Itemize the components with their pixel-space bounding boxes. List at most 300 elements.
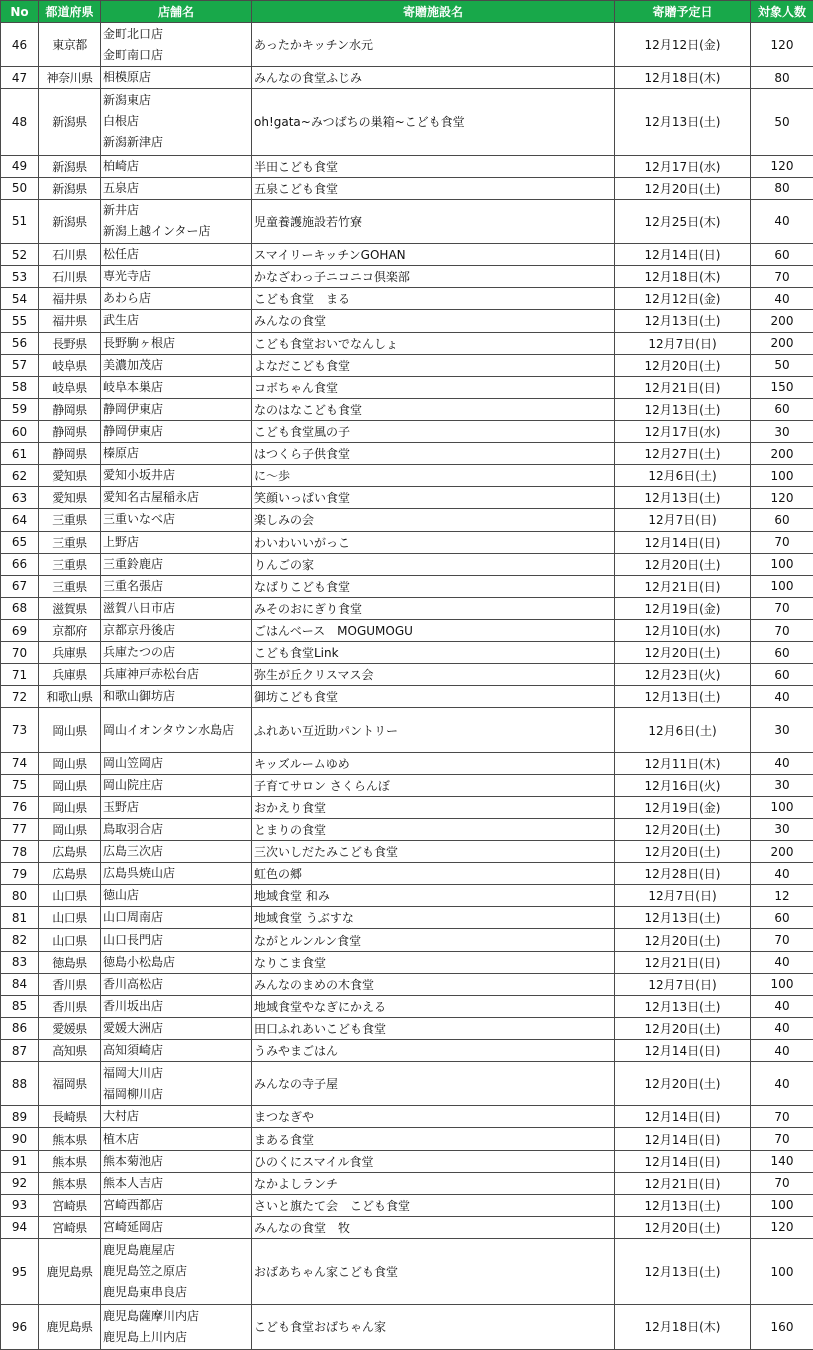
date-cell: 12月13日(土) bbox=[615, 907, 751, 929]
row-number: 78 bbox=[1, 841, 39, 863]
store-name: 美濃加茂店 bbox=[103, 357, 164, 372]
facility-cell: 地域食堂 和み bbox=[252, 885, 615, 907]
facility-cell: 児童養護施設若竹寮 bbox=[252, 199, 615, 243]
row-number: 62 bbox=[1, 465, 39, 487]
date-cell: 12月20日(土) bbox=[615, 1062, 751, 1106]
count-cell: 40 bbox=[751, 1040, 813, 1062]
facility-cell: スマイリーキッチンGOHAN bbox=[252, 244, 615, 266]
date-cell: 12月14日(日) bbox=[615, 1040, 751, 1062]
prefecture-cell: 神奈川県 bbox=[39, 67, 101, 89]
store-name: 岡山院庄店 bbox=[103, 777, 164, 792]
facility-cell: 子育てサロン さくらんぼ bbox=[252, 774, 615, 796]
row-number: 55 bbox=[1, 310, 39, 332]
facility-cell: かなざわっ子ニコニコ倶楽部 bbox=[252, 266, 615, 288]
prefecture-cell: 新潟県 bbox=[39, 199, 101, 243]
count-cell: 40 bbox=[751, 686, 813, 708]
facility-cell: 笑顔いっぱい食堂 bbox=[252, 487, 615, 509]
date-cell: 12月19日(金) bbox=[615, 597, 751, 619]
row-number: 80 bbox=[1, 885, 39, 907]
store-cell bbox=[101, 995, 252, 1017]
facility-cell: コボちゃん食堂 bbox=[252, 376, 615, 398]
store-cell bbox=[101, 575, 252, 597]
date-cell: 12月23日(火) bbox=[615, 664, 751, 686]
count-cell: 70 bbox=[751, 597, 813, 619]
table-row bbox=[1, 597, 813, 619]
store-name: 上野店 bbox=[103, 534, 140, 549]
table-row bbox=[1, 1040, 813, 1062]
date-cell: 12月13日(土) bbox=[615, 995, 751, 1017]
date-cell: 12月13日(土) bbox=[615, 1194, 751, 1216]
prefecture-cell: 香川県 bbox=[39, 995, 101, 1017]
row-number: 54 bbox=[1, 288, 39, 310]
facility-cell: なりこま食堂 bbox=[252, 951, 615, 973]
store-cell bbox=[101, 1062, 252, 1106]
count-cell: 100 bbox=[751, 1239, 813, 1305]
prefecture-cell: 福井県 bbox=[39, 310, 101, 332]
count-cell: 12 bbox=[751, 885, 813, 907]
date-cell: 12月14日(日) bbox=[615, 1150, 751, 1172]
facility-cell: わいわいいがっこ bbox=[252, 531, 615, 553]
row-number: 70 bbox=[1, 642, 39, 664]
table-row bbox=[1, 1017, 813, 1039]
row-number: 67 bbox=[1, 575, 39, 597]
table-row bbox=[1, 398, 813, 420]
row-number: 48 bbox=[1, 89, 39, 155]
row-number: 64 bbox=[1, 509, 39, 531]
count-cell: 70 bbox=[751, 1106, 813, 1128]
count-cell: 200 bbox=[751, 332, 813, 354]
count-cell: 120 bbox=[751, 23, 813, 67]
store-cell bbox=[101, 332, 252, 354]
row-number: 75 bbox=[1, 774, 39, 796]
store-name: 広島三次店 bbox=[103, 844, 164, 859]
prefecture-cell: 和歌山県 bbox=[39, 686, 101, 708]
prefecture-cell: 徳島県 bbox=[39, 951, 101, 973]
store-name: 鹿児島薩摩川内店 bbox=[103, 1308, 200, 1323]
table-row bbox=[1, 1172, 813, 1194]
count-cell: 100 bbox=[751, 1194, 813, 1216]
date-cell: 12月14日(日) bbox=[615, 531, 751, 553]
count-cell: 60 bbox=[751, 509, 813, 531]
date-cell: 12月13日(土) bbox=[615, 1239, 751, 1305]
row-number: 94 bbox=[1, 1216, 39, 1238]
store-name: 徳山店 bbox=[103, 888, 140, 903]
count-cell: 100 bbox=[751, 553, 813, 575]
facility-cell: 地域食堂やなぎにかえる bbox=[252, 995, 615, 1017]
store-name: 山口長門店 bbox=[103, 932, 164, 947]
prefecture-cell: 岡山県 bbox=[39, 796, 101, 818]
count-cell: 60 bbox=[751, 907, 813, 929]
count-cell: 40 bbox=[751, 1062, 813, 1106]
table-row bbox=[1, 929, 813, 951]
table-row bbox=[1, 642, 813, 664]
date-cell: 12月13日(土) bbox=[615, 310, 751, 332]
header-no: No bbox=[1, 1, 39, 23]
date-cell: 12月14日(日) bbox=[615, 1128, 751, 1150]
count-cell: 30 bbox=[751, 708, 813, 752]
table-row bbox=[1, 774, 813, 796]
facility-cell: おかえり食堂 bbox=[252, 796, 615, 818]
row-number: 76 bbox=[1, 796, 39, 818]
prefecture-cell: 静岡県 bbox=[39, 398, 101, 420]
store-name: 武生店 bbox=[103, 313, 140, 328]
store-name: 山口周南店 bbox=[103, 910, 164, 925]
facility-cell: に～歩 bbox=[252, 465, 615, 487]
store-cell bbox=[101, 288, 252, 310]
facility-cell: あったかキッチン水元 bbox=[252, 23, 615, 67]
date-cell: 12月7日(日) bbox=[615, 509, 751, 531]
store-name: 五泉店 bbox=[103, 180, 140, 195]
store-cell bbox=[101, 420, 252, 442]
store-name: 愛知名古屋稲永店 bbox=[103, 490, 200, 505]
store-name: 静岡伊東店 bbox=[103, 401, 164, 416]
table-row bbox=[1, 155, 813, 177]
date-cell: 12月13日(土) bbox=[615, 686, 751, 708]
store-name: 植木店 bbox=[103, 1131, 140, 1146]
table-row bbox=[1, 23, 813, 67]
facility-cell: なかよしランチ bbox=[252, 1172, 615, 1194]
store-cell bbox=[101, 752, 252, 774]
count-cell: 70 bbox=[751, 1172, 813, 1194]
facility-cell: おばあちゃん家こども食堂 bbox=[252, 1239, 615, 1305]
count-cell: 30 bbox=[751, 420, 813, 442]
store-name: 京都京丹後店 bbox=[103, 623, 176, 637]
facility-cell: 弥生が丘クリスマス会 bbox=[252, 664, 615, 686]
date-cell: 12月20日(土) bbox=[615, 818, 751, 840]
table-row bbox=[1, 177, 813, 199]
facility-cell: こども食堂風の子 bbox=[252, 420, 615, 442]
prefecture-cell: 福井県 bbox=[39, 288, 101, 310]
table-row bbox=[1, 863, 813, 885]
store-name: 三重名張店 bbox=[103, 578, 164, 593]
store-name: 岐阜本巣店 bbox=[103, 379, 164, 394]
prefecture-cell: 広島県 bbox=[39, 841, 101, 863]
table-row bbox=[1, 1062, 813, 1106]
table-row bbox=[1, 531, 813, 553]
store-cell bbox=[101, 1150, 252, 1172]
prefecture-cell: 山口県 bbox=[39, 929, 101, 951]
store-name: 宮崎延岡店 bbox=[103, 1219, 164, 1234]
row-number: 50 bbox=[1, 177, 39, 199]
count-cell: 100 bbox=[751, 465, 813, 487]
table-row bbox=[1, 553, 813, 575]
row-number: 93 bbox=[1, 1194, 39, 1216]
store-name: 三重いなべ店 bbox=[103, 512, 176, 527]
store-name: 鹿児島東串良店 bbox=[103, 1285, 188, 1300]
date-cell: 12月20日(土) bbox=[615, 177, 751, 199]
store-name: 福岡大川店 bbox=[103, 1065, 164, 1080]
prefecture-cell: 三重県 bbox=[39, 553, 101, 575]
store-name: 三重鈴鹿店 bbox=[103, 556, 164, 571]
table-row bbox=[1, 1194, 813, 1216]
prefecture-cell: 岡山県 bbox=[39, 708, 101, 752]
table-row bbox=[1, 973, 813, 995]
count-cell: 50 bbox=[751, 354, 813, 376]
store-cell bbox=[101, 23, 252, 67]
row-number: 83 bbox=[1, 951, 39, 973]
store-name: 兵庫たつの店 bbox=[103, 645, 176, 660]
prefecture-cell: 熊本県 bbox=[39, 1172, 101, 1194]
date-cell: 12月12日(金) bbox=[615, 288, 751, 310]
prefecture-cell: 岐阜県 bbox=[39, 354, 101, 376]
row-number: 96 bbox=[1, 1305, 39, 1349]
count-cell: 80 bbox=[751, 177, 813, 199]
date-cell: 12月12日(金) bbox=[615, 23, 751, 67]
table-row bbox=[1, 465, 813, 487]
store-cell bbox=[101, 1172, 252, 1194]
store-name: 愛媛大洲店 bbox=[103, 1020, 164, 1035]
row-number: 91 bbox=[1, 1150, 39, 1172]
date-cell: 12月7日(日) bbox=[615, 885, 751, 907]
facility-cell: はつくら子供食堂 bbox=[252, 443, 615, 465]
count-cell: 40 bbox=[751, 951, 813, 973]
date-cell: 12月18日(木) bbox=[615, 266, 751, 288]
count-cell: 40 bbox=[751, 199, 813, 243]
facility-cell: oh!gata~みつばちの巣箱~こども食堂 bbox=[252, 89, 615, 155]
row-number: 73 bbox=[1, 708, 39, 752]
store-cell bbox=[101, 1106, 252, 1128]
facility-cell: みんなの食堂 bbox=[252, 310, 615, 332]
count-cell: 30 bbox=[751, 774, 813, 796]
store-cell bbox=[101, 907, 252, 929]
prefecture-cell: 岐阜県 bbox=[39, 376, 101, 398]
table-row bbox=[1, 619, 813, 641]
count-cell: 40 bbox=[751, 288, 813, 310]
store-cell bbox=[101, 774, 252, 796]
store-cell bbox=[101, 796, 252, 818]
date-cell: 12月21日(日) bbox=[615, 575, 751, 597]
store-name: 新潟新津店 bbox=[103, 135, 164, 150]
count-cell: 60 bbox=[751, 664, 813, 686]
facility-cell: ふれあい互近助パントリー bbox=[252, 708, 615, 752]
facility-cell: みんなのまめの木食堂 bbox=[252, 973, 615, 995]
table-row bbox=[1, 244, 813, 266]
facility-cell: 地域食堂 うぶすな bbox=[252, 907, 615, 929]
prefecture-cell: 東京都 bbox=[39, 23, 101, 67]
date-cell: 12月27日(土) bbox=[615, 443, 751, 465]
facility-cell: みんなの食堂 牧 bbox=[252, 1216, 615, 1238]
date-cell: 12月20日(土) bbox=[615, 553, 751, 575]
row-number: 95 bbox=[1, 1239, 39, 1305]
facility-cell: とまりの食堂 bbox=[252, 818, 615, 840]
store-name: 福岡柳川店 bbox=[103, 1086, 164, 1101]
store-name: 宮崎西都店 bbox=[103, 1197, 164, 1212]
prefecture-cell: 新潟県 bbox=[39, 177, 101, 199]
row-number: 60 bbox=[1, 420, 39, 442]
date-cell: 12月20日(土) bbox=[615, 642, 751, 664]
date-cell: 12月14日(日) bbox=[615, 1106, 751, 1128]
count-cell: 120 bbox=[751, 1216, 813, 1238]
prefecture-cell: 静岡県 bbox=[39, 420, 101, 442]
facility-cell: こども食堂おばちゃん家 bbox=[252, 1305, 615, 1349]
store-cell bbox=[101, 1017, 252, 1039]
table-row bbox=[1, 995, 813, 1017]
count-cell: 70 bbox=[751, 531, 813, 553]
table-row bbox=[1, 885, 813, 907]
table-row bbox=[1, 509, 813, 531]
row-number: 79 bbox=[1, 863, 39, 885]
prefecture-cell: 三重県 bbox=[39, 509, 101, 531]
date-cell: 12月17日(水) bbox=[615, 420, 751, 442]
count-cell: 100 bbox=[751, 575, 813, 597]
count-cell: 160 bbox=[751, 1305, 813, 1349]
row-number: 74 bbox=[1, 752, 39, 774]
store-cell bbox=[101, 509, 252, 531]
count-cell: 30 bbox=[751, 818, 813, 840]
table-row bbox=[1, 818, 813, 840]
date-cell: 12月6日(土) bbox=[615, 708, 751, 752]
table-row bbox=[1, 443, 813, 465]
table-row bbox=[1, 951, 813, 973]
row-number: 86 bbox=[1, 1017, 39, 1039]
facility-cell: 御坊こども食堂 bbox=[252, 686, 615, 708]
store-name: 香川高松店 bbox=[103, 976, 164, 991]
facility-cell: なのはなこども食堂 bbox=[252, 398, 615, 420]
table-row bbox=[1, 1216, 813, 1238]
prefecture-cell: 石川県 bbox=[39, 244, 101, 266]
date-cell: 12月20日(土) bbox=[615, 1017, 751, 1039]
facility-cell: こども食堂 まる bbox=[252, 288, 615, 310]
date-cell: 12月18日(木) bbox=[615, 67, 751, 89]
row-number: 71 bbox=[1, 664, 39, 686]
store-name: 静岡伊東店 bbox=[103, 424, 164, 439]
store-name: 柏崎店 bbox=[103, 158, 140, 173]
date-cell: 12月21日(日) bbox=[615, 376, 751, 398]
count-cell: 120 bbox=[751, 155, 813, 177]
prefecture-cell: 山口県 bbox=[39, 885, 101, 907]
table-row bbox=[1, 686, 813, 708]
count-cell: 100 bbox=[751, 973, 813, 995]
count-cell: 60 bbox=[751, 398, 813, 420]
prefecture-cell: 熊本県 bbox=[39, 1128, 101, 1150]
store-name: 岡山イオンタウン水島店 bbox=[103, 723, 235, 737]
prefecture-cell: 福岡県 bbox=[39, 1062, 101, 1106]
prefecture-cell: 高知県 bbox=[39, 1040, 101, 1062]
store-cell bbox=[101, 487, 252, 509]
facility-cell: みそのおにぎり食堂 bbox=[252, 597, 615, 619]
row-number: 90 bbox=[1, 1128, 39, 1150]
facility-cell: 三次いしだたみこども食堂 bbox=[252, 841, 615, 863]
prefecture-cell: 長野県 bbox=[39, 332, 101, 354]
count-cell: 60 bbox=[751, 642, 813, 664]
store-name: 玉野店 bbox=[103, 799, 140, 814]
count-cell: 100 bbox=[751, 796, 813, 818]
store-name: 熊本菊池店 bbox=[103, 1153, 164, 1168]
table-row bbox=[1, 376, 813, 398]
date-cell: 12月20日(土) bbox=[615, 841, 751, 863]
row-number: 46 bbox=[1, 23, 39, 67]
row-number: 84 bbox=[1, 973, 39, 995]
row-number: 69 bbox=[1, 619, 39, 641]
date-cell: 12月13日(土) bbox=[615, 487, 751, 509]
store-name: 新井店 bbox=[103, 203, 140, 218]
table-row bbox=[1, 288, 813, 310]
date-cell: 12月11日(木) bbox=[615, 752, 751, 774]
row-number: 51 bbox=[1, 199, 39, 243]
facility-cell: まある食堂 bbox=[252, 1128, 615, 1150]
date-cell: 12月20日(土) bbox=[615, 354, 751, 376]
store-cell bbox=[101, 266, 252, 288]
store-cell bbox=[101, 244, 252, 266]
date-cell: 12月13日(土) bbox=[615, 398, 751, 420]
store-cell bbox=[101, 376, 252, 398]
row-number: 85 bbox=[1, 995, 39, 1017]
store-name: 大村店 bbox=[103, 1109, 140, 1124]
table-row bbox=[1, 354, 813, 376]
date-cell: 12月17日(水) bbox=[615, 155, 751, 177]
date-cell: 12月20日(土) bbox=[615, 929, 751, 951]
prefecture-cell: 鹿児島県 bbox=[39, 1305, 101, 1349]
count-cell: 60 bbox=[751, 244, 813, 266]
prefecture-cell: 広島県 bbox=[39, 863, 101, 885]
store-name: 岡山笠岡店 bbox=[103, 755, 164, 770]
table-row bbox=[1, 841, 813, 863]
count-cell: 150 bbox=[751, 376, 813, 398]
store-cell bbox=[101, 885, 252, 907]
store-cell bbox=[101, 597, 252, 619]
table-row bbox=[1, 67, 813, 89]
table-row bbox=[1, 310, 813, 332]
header-count: 対象人数 bbox=[751, 1, 813, 23]
facility-cell: ごはんベース MOGUMOGU bbox=[252, 619, 615, 641]
store-name: 新潟東店 bbox=[103, 93, 152, 108]
prefecture-cell: 静岡県 bbox=[39, 443, 101, 465]
count-cell: 70 bbox=[751, 1128, 813, 1150]
store-cell bbox=[101, 973, 252, 995]
date-cell: 12月21日(日) bbox=[615, 951, 751, 973]
store-cell bbox=[101, 89, 252, 155]
count-cell: 80 bbox=[751, 67, 813, 89]
store-cell bbox=[101, 818, 252, 840]
table-row bbox=[1, 420, 813, 442]
store-name: 鹿児島上川内店 bbox=[103, 1329, 188, 1344]
table-row bbox=[1, 487, 813, 509]
prefecture-cell: 愛媛県 bbox=[39, 1017, 101, 1039]
store-cell bbox=[101, 664, 252, 686]
store-cell bbox=[101, 354, 252, 376]
count-cell: 70 bbox=[751, 929, 813, 951]
store-name: 広島呉焼山店 bbox=[103, 866, 176, 881]
store-cell bbox=[101, 1194, 252, 1216]
count-cell: 40 bbox=[751, 752, 813, 774]
table-row bbox=[1, 1305, 813, 1349]
prefecture-cell: 三重県 bbox=[39, 575, 101, 597]
store-cell bbox=[101, 155, 252, 177]
count-cell: 70 bbox=[751, 266, 813, 288]
row-number: 81 bbox=[1, 907, 39, 929]
store-name: 徳島小松島店 bbox=[103, 954, 176, 969]
count-cell: 40 bbox=[751, 863, 813, 885]
date-cell: 12月28日(日) bbox=[615, 863, 751, 885]
facility-cell: まつなぎや bbox=[252, 1106, 615, 1128]
store-cell bbox=[101, 177, 252, 199]
facility-cell: みんなの寺子屋 bbox=[252, 1062, 615, 1106]
store-cell bbox=[101, 67, 252, 89]
table-row bbox=[1, 664, 813, 686]
store-name: 松任店 bbox=[103, 247, 140, 262]
store-cell bbox=[101, 199, 252, 243]
row-number: 65 bbox=[1, 531, 39, 553]
store-name: 鳥取羽合店 bbox=[103, 821, 164, 836]
store-name: 専光寺店 bbox=[103, 269, 152, 284]
count-cell: 120 bbox=[751, 487, 813, 509]
row-number: 59 bbox=[1, 398, 39, 420]
table-row bbox=[1, 1128, 813, 1150]
table-row bbox=[1, 907, 813, 929]
date-cell: 12月20日(土) bbox=[615, 1216, 751, 1238]
table-row bbox=[1, 575, 813, 597]
row-number: 47 bbox=[1, 67, 39, 89]
